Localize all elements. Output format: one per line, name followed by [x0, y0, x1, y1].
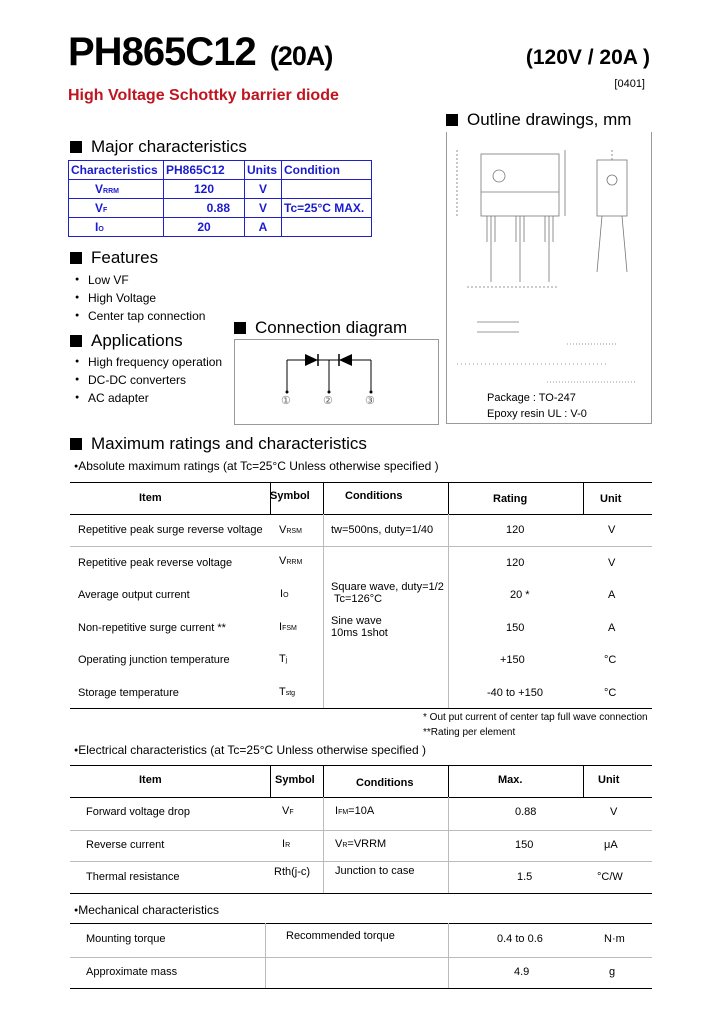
table-divider: [323, 514, 324, 708]
pin-label: ①: [281, 395, 291, 407]
max-row-cond: Tc=126°C: [334, 593, 383, 605]
major-table: [68, 160, 372, 237]
max-row-cond: Square wave, duty=1/2: [331, 581, 444, 593]
table-border: [70, 988, 652, 989]
table-border: [70, 708, 652, 709]
elec-row-unit: μA: [604, 839, 618, 851]
table-border: [583, 482, 584, 514]
table-divider: [70, 830, 652, 831]
elec-row-item: Thermal resistance: [86, 871, 180, 883]
max-row-item: Storage temperature: [78, 687, 179, 699]
max-row-item: Non-repetitive surge current **: [78, 622, 226, 634]
package-label: Package : TO-247: [487, 392, 576, 404]
major-row-cond: [282, 218, 372, 237]
elec-row-unit: V: [610, 806, 618, 818]
max-row-symbol: VRRM: [279, 555, 303, 567]
table-border: [70, 797, 652, 798]
note: **Rating per element: [423, 727, 516, 738]
col-header: Symbol: [275, 774, 315, 786]
outline-drawing: [447, 132, 651, 392]
table-border: [323, 482, 324, 514]
max-row-cond: tw=500ns, duty=1/40: [331, 524, 434, 536]
table-border: [448, 482, 449, 514]
max-row-symbol: IO: [280, 588, 289, 600]
max-row-unit: A: [608, 589, 616, 601]
table-border: [270, 765, 271, 797]
subtitle: High Voltage Schottky barrier diode: [68, 87, 339, 104]
max-row-unit: °C: [604, 687, 617, 699]
max-row-unit: V: [608, 557, 616, 569]
max-row-symbol: VRSM: [279, 524, 302, 536]
major-header: PH865C12: [164, 161, 245, 180]
elec-row-item: Reverse current: [86, 839, 165, 851]
max-row-rating: +150: [500, 654, 525, 666]
max-row-cond: Sine wave: [331, 615, 382, 627]
table-border: [583, 765, 584, 797]
elec-row-max: 150: [515, 839, 534, 851]
major-row-sym: IO: [69, 218, 164, 237]
part-number: PH865C12: [68, 30, 256, 74]
col-header: Unit: [600, 493, 622, 505]
table-divider: [448, 797, 449, 893]
doc-code: [0401]: [614, 78, 645, 90]
mech-row-cond: Recommended torque: [286, 930, 395, 942]
col-header: Max.: [498, 774, 523, 786]
outline-title: Outline drawings, mm: [446, 110, 631, 130]
rating-short: (20A): [269, 41, 333, 71]
max-row-item: Average output current: [78, 589, 190, 601]
features-title: Features: [70, 248, 158, 268]
table-border: [448, 765, 449, 797]
col-header: Conditions: [345, 490, 403, 502]
elec-row-item: Forward voltage drop: [86, 806, 190, 818]
elec-row-cond: VR=VRRM: [335, 838, 387, 850]
max-row-item: Operating junction temperature: [78, 654, 230, 666]
feature-item: ● Center tap connection: [88, 309, 205, 323]
major-header: Condition: [282, 161, 372, 180]
application-item: ● AC adapter: [88, 391, 149, 405]
elec-row-cond: Junction to case: [335, 865, 415, 877]
pin-label: ③: [365, 395, 375, 407]
connection-diagram-box: [234, 339, 439, 425]
abs-max-title: ●Absolute maximum ratings (at Tc=25°C Unless otherwise specified ): [74, 459, 439, 473]
table-divider: [323, 797, 324, 893]
max-row-rating: 120: [506, 557, 525, 569]
mech-row-unit: g: [609, 966, 616, 978]
max-row-unit: A: [608, 622, 616, 634]
mechanical-title: ●Mechanical characteristics: [74, 903, 219, 917]
major-row-unit: V: [245, 199, 282, 218]
applications-title: Applications: [70, 331, 183, 351]
major-row-unit: V: [245, 180, 282, 199]
major-row-cond: Tc=25°C MAX.: [282, 199, 372, 218]
max-row-symbol: IFSM: [279, 621, 297, 633]
major-row-unit: A: [245, 218, 282, 237]
part-number-title: [68, 30, 332, 78]
elec-row-max: 1.5: [517, 871, 533, 883]
col-header: Conditions: [356, 777, 414, 789]
major-row-cond: [282, 180, 372, 199]
table-divider: [70, 546, 652, 547]
feature-item: ● Low VF: [88, 273, 129, 287]
mech-row-val: 4.9: [514, 966, 530, 978]
col-header: Unit: [598, 774, 620, 786]
max-row-symbol: Tj: [279, 653, 288, 665]
max-row-unit: °C: [604, 654, 617, 666]
diode-schematic: [235, 340, 438, 424]
table-divider: [70, 861, 652, 862]
major-title: Major characteristics: [70, 137, 247, 157]
elec-row-unit: °C/W: [597, 871, 623, 883]
major-header: Characteristics: [69, 161, 164, 180]
max-row-item: Repetitive peak reverse voltage: [78, 557, 233, 569]
max-row-rating: 150: [506, 622, 525, 634]
major-row-val: 20: [164, 218, 245, 237]
outline-drawing-box: [446, 132, 652, 424]
mech-row-item: Mounting torque: [86, 933, 166, 945]
mech-row-val: 0.4 to 0.6: [497, 933, 543, 945]
col-header: Item: [139, 492, 162, 504]
max-row-unit: V: [608, 524, 616, 536]
max-row-rating: 20 *: [510, 589, 530, 601]
major-header: Units: [245, 161, 282, 180]
table-divider: [70, 957, 652, 958]
mech-row-unit: N·m: [604, 933, 625, 945]
max-row-cond: 10ms 1shot: [331, 627, 388, 639]
max-row-symbol: Tstg: [279, 686, 296, 698]
table-border: [323, 765, 324, 797]
application-item: ● DC-DC converters: [88, 373, 186, 387]
table-border: [70, 923, 652, 924]
max-row-rating: 120: [506, 524, 525, 536]
max-row-rating: -40 to +150: [487, 687, 543, 699]
pin-label: ②: [323, 395, 333, 407]
major-row-sym: VRRM: [69, 180, 164, 199]
feature-item: ● High Voltage: [88, 291, 156, 305]
maximum-title: Maximum ratings and characteristics: [70, 434, 367, 454]
table-border: [70, 765, 652, 766]
table-border: [70, 482, 652, 483]
max-row-item: Repetitive peak surge reverse voltage: [78, 524, 263, 536]
mech-row-item: Approximate mass: [86, 966, 178, 978]
epoxy-label: Epoxy resin UL : V-0: [487, 408, 587, 420]
table-divider: [448, 514, 449, 708]
rating-long: (120V / 20A ): [525, 46, 650, 69]
connection-title: Connection diagram: [234, 318, 407, 338]
elec-row-cond: IFM=10A: [335, 805, 375, 817]
major-row-sym: VF: [69, 199, 164, 218]
elec-row-symbol: Rth(j-c): [274, 866, 311, 878]
note: * Out put current of center tap full wave connection: [423, 712, 648, 723]
col-header: Symbol: [270, 490, 310, 502]
table-divider: [265, 923, 266, 988]
table-border: [70, 514, 652, 515]
application-item: ● High frequency operation: [88, 355, 222, 369]
col-header: Rating: [493, 493, 528, 505]
elec-row-max: 0.88: [515, 806, 537, 818]
elec-row-symbol: VF: [282, 805, 294, 817]
elec-row-symbol: IR: [282, 838, 291, 850]
table-divider: [448, 923, 449, 988]
major-row-val: 0.88: [164, 199, 245, 218]
electrical-title: ●Electrical characteristics (at Tc=25°C Unless otherwise specified ): [74, 743, 426, 757]
col-header: Item: [139, 774, 162, 786]
table-border: [70, 893, 652, 894]
major-row-val: 120: [164, 180, 245, 199]
